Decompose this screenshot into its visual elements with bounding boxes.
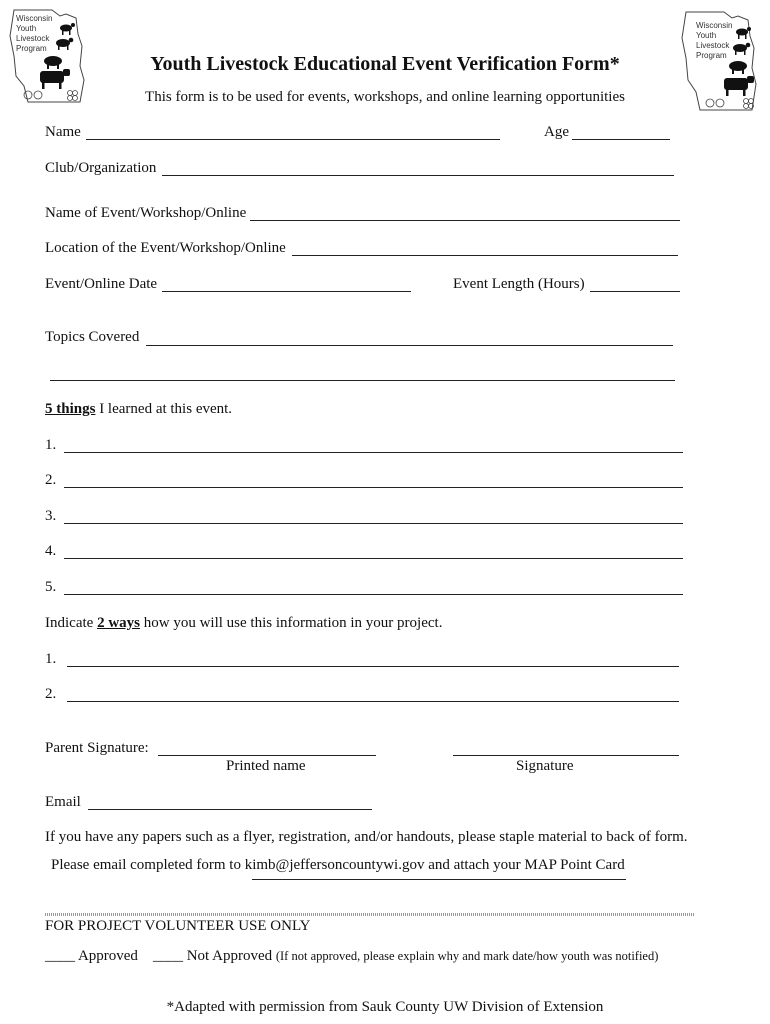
not-approved-label: Not Approved <box>186 948 273 964</box>
signature-field[interactable] <box>453 755 679 756</box>
logo-line-3: Livestock <box>696 41 730 50</box>
approved-label: Approved <box>77 948 138 964</box>
learned-number: 5. <box>45 579 57 595</box>
logo-line-2: Youth <box>16 24 37 33</box>
two-ways-pre: Indicate <box>45 615 98 631</box>
age-label: Age <box>544 124 569 140</box>
topics-field-2[interactable] <box>50 380 675 381</box>
name-field[interactable] <box>86 139 500 140</box>
printed-name-field[interactable] <box>158 755 376 756</box>
printed-name-caption: Printed name <box>226 758 306 774</box>
learned-field-1[interactable] <box>64 452 683 453</box>
five-things-emphasis: 5 things <box>45 401 96 417</box>
logo-line-1: Wisconsin <box>16 14 53 23</box>
topics-label: Topics Covered <box>45 329 140 345</box>
learned-number: 4. <box>45 543 57 559</box>
ways-field-2[interactable] <box>67 701 679 702</box>
approved-checkbox[interactable]: ____ <box>45 948 75 964</box>
logo-line-1: Wisconsin <box>696 21 733 30</box>
logo-line-4: Program <box>16 44 47 53</box>
learned-number: 2. <box>45 472 57 488</box>
event-name-field[interactable] <box>250 220 680 221</box>
learned-field-3[interactable] <box>64 523 683 524</box>
location-field[interactable] <box>292 255 678 256</box>
not-approved-checkbox[interactable]: ____ <box>152 948 183 964</box>
signature-caption: Signature <box>516 758 574 774</box>
ways-number: 1. <box>45 651 57 667</box>
name-label: Name <box>45 124 81 140</box>
not-approved-note: (If not approved, please explain why and mark date/how youth was notified) <box>275 949 659 963</box>
logo-line-3: Livestock <box>16 34 50 43</box>
staple-note: If you have any papers such as a flyer, registration, and/or handouts, please staple material to back of form. <box>45 829 688 845</box>
five-things-heading <box>45 401 232 418</box>
event-date-label: Event/Online Date <box>45 276 158 292</box>
email-instruction-underline <box>252 879 626 880</box>
learned-number: 3. <box>45 508 57 524</box>
learned-field-4[interactable] <box>64 558 683 559</box>
two-ways-heading <box>45 615 442 632</box>
logo-line-4: Program <box>696 51 727 60</box>
age-field[interactable] <box>572 139 670 140</box>
topics-field-1[interactable] <box>146 345 673 346</box>
learned-field-2[interactable] <box>64 487 683 488</box>
approval-row <box>45 948 658 965</box>
five-things-text: I learned at this event. <box>95 401 233 417</box>
learned-number: 1. <box>45 437 57 453</box>
club-field[interactable] <box>162 175 674 176</box>
email-instruction: Please email completed form to kimb@jeffersoncountywi.gov and attach your MAP Point Card <box>51 857 625 873</box>
two-ways-emphasis: 2 ways <box>97 615 140 631</box>
form-subtitle: This form is to be used for events, workshops, and online learning opportunities <box>145 89 625 105</box>
ways-field-1[interactable] <box>67 666 679 667</box>
event-length-field[interactable] <box>590 291 680 292</box>
event-name-label: Name of Event/Workshop/Online <box>45 205 247 221</box>
club-label: Club/Organization <box>45 160 157 176</box>
parent-signature-label: Parent Signature: <box>45 740 149 756</box>
logo-line-2: Youth <box>696 31 717 40</box>
ways-number: 2. <box>45 686 57 702</box>
event-length-label: Event Length (Hours) <box>453 276 585 292</box>
email-label: Email <box>45 794 81 810</box>
learned-field-5[interactable] <box>64 594 683 595</box>
email-field[interactable] <box>88 809 372 810</box>
event-date-field[interactable] <box>162 291 411 292</box>
form-title: Youth Livestock Educational Event Verification Form* <box>150 53 620 75</box>
section-divider <box>45 913 695 916</box>
two-ways-post: how you will use this information in your project. <box>139 615 443 631</box>
location-label: Location of the Event/Workshop/Online <box>45 240 286 256</box>
volunteer-heading: FOR PROJECT VOLUNTEER USE ONLY <box>45 918 311 934</box>
footer-attribution: *Adapted with permission from Sauk County UW Division of Extension <box>166 999 604 1015</box>
